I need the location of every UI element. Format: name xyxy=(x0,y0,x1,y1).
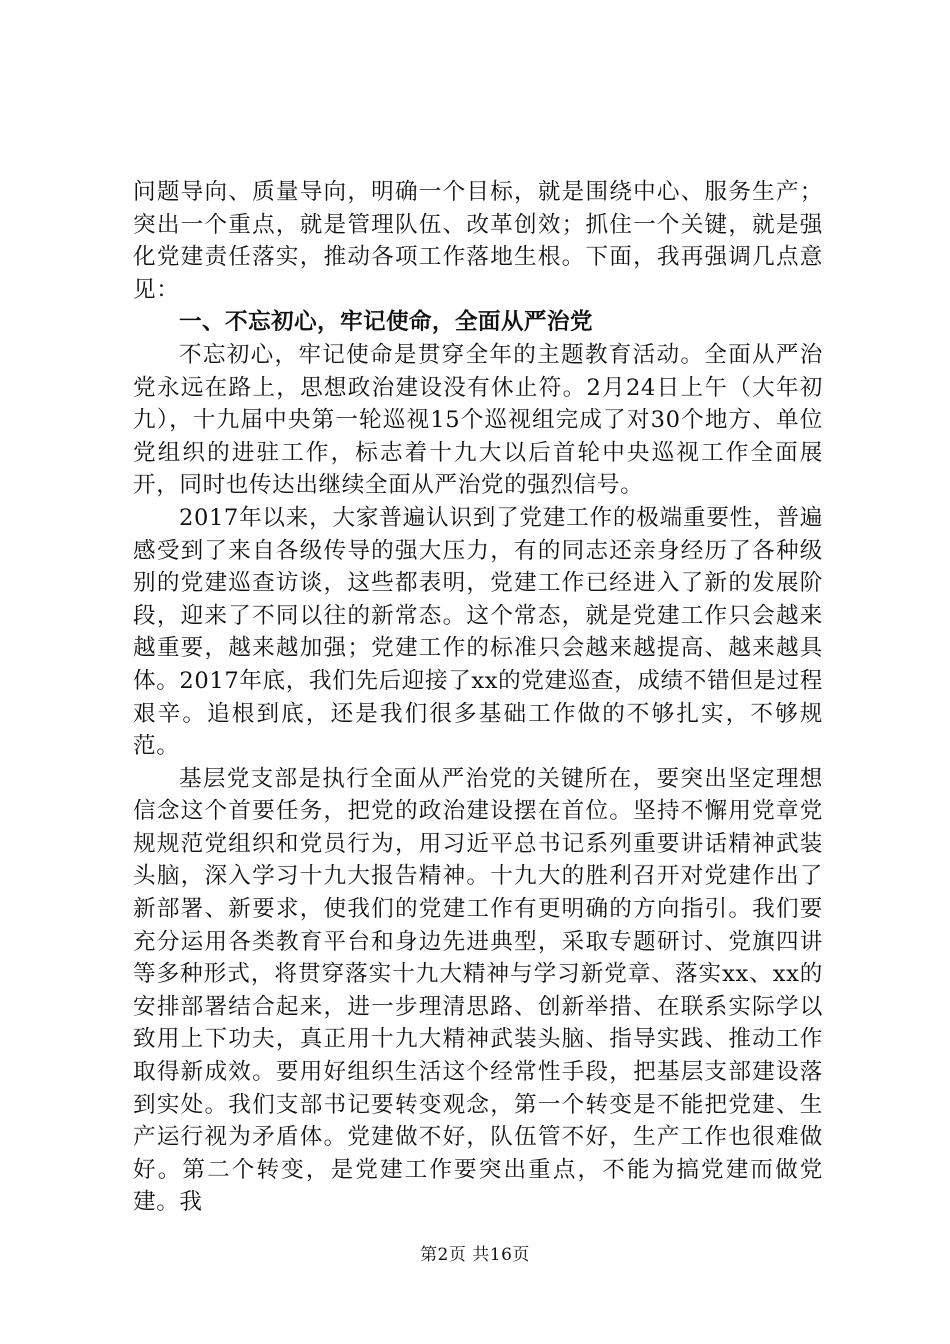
page-footer: 第2页 共16页 xyxy=(420,1245,530,1265)
paragraph-1: 不忘初心，牢记使命是贯穿全年的主题教育活动。全面从严治党永远在路上，思想政治建设没有休止符。2月24日上午（大年初九），十九届中央第一轮巡视15个巡视组完成了对30个地方、单位党组织的进驻工作，标志着十九大以后首轮中央巡视工作全面展开，同时也传达出继续全面从严治党的强烈信号。 xyxy=(133,341,823,499)
paragraph-3: 基层党支部是执行全面从严治党的关键所在，要突出坚定理想信念这个首要任务，把党的政治建设摆在首位。坚持不懈用党章党规规范党组织和党员行为，用习近平总书记系列重要讲话精神武装头脑，深入学习十九大报告精神。十九大的胜利召开对党建作出了新部署、新要求，使我们的党建工作有更明确的方向指引。我们要充分运用各类教育平台和身边先进典型，采取专题研讨、党旗四讲等多种形式，将贯穿落实十九大精神与学习新党章、落实xx、xx的安排部署结合起来，进一步理清思路、创新举措、在联系实际学以致用上下功夫，真正用十九大精神武装头脑、指导实践、推动工作取得新成效。要用好组织生活这个经常性手段，把基层支部建设落到实处。我们支部书记要转变观念，第一个转变是不能把党建、生产运行视为矛盾体。党建做不好，队伍管不好，生产工作也很难做好。第二个转变，是党建工作要突出重点，不能为搞党建而做党建。我 xyxy=(133,765,823,1216)
paragraph-2: 2017年以来，大家普遍认识到了党建工作的极端重要性，普遍感受到了来自各级传导的强大压力，有的同志还亲身经历了各种级别的党建巡查访谈，这些都表明，党建工作已经进入了新的发展阶段，迎来了不同以往的新常态。这个常态，就是党建工作只会越来越重要，越来越加强；党建工作的标准只会越来越提高、越来越具体。2017年底，我们先后迎接了xx的党建巡查，成绩不错但是过程艰辛。追根到底，还是我们很多基础工作做的不够扎实，不够规范。 xyxy=(133,504,823,760)
document-body xyxy=(133,176,823,1219)
paragraph-continued: 问题导向、质量导向，明确一个目标，就是围绕中心、服务生产；突出一个重点，就是管理队伍、改革创效；抓住一个关键，就是强化党建责任落实，推动各项工作落地生根。下面，我再强调几点意见： xyxy=(133,179,823,303)
section-heading-1: 一、不忘初心，牢记使命，全面从严治党 xyxy=(179,309,593,336)
